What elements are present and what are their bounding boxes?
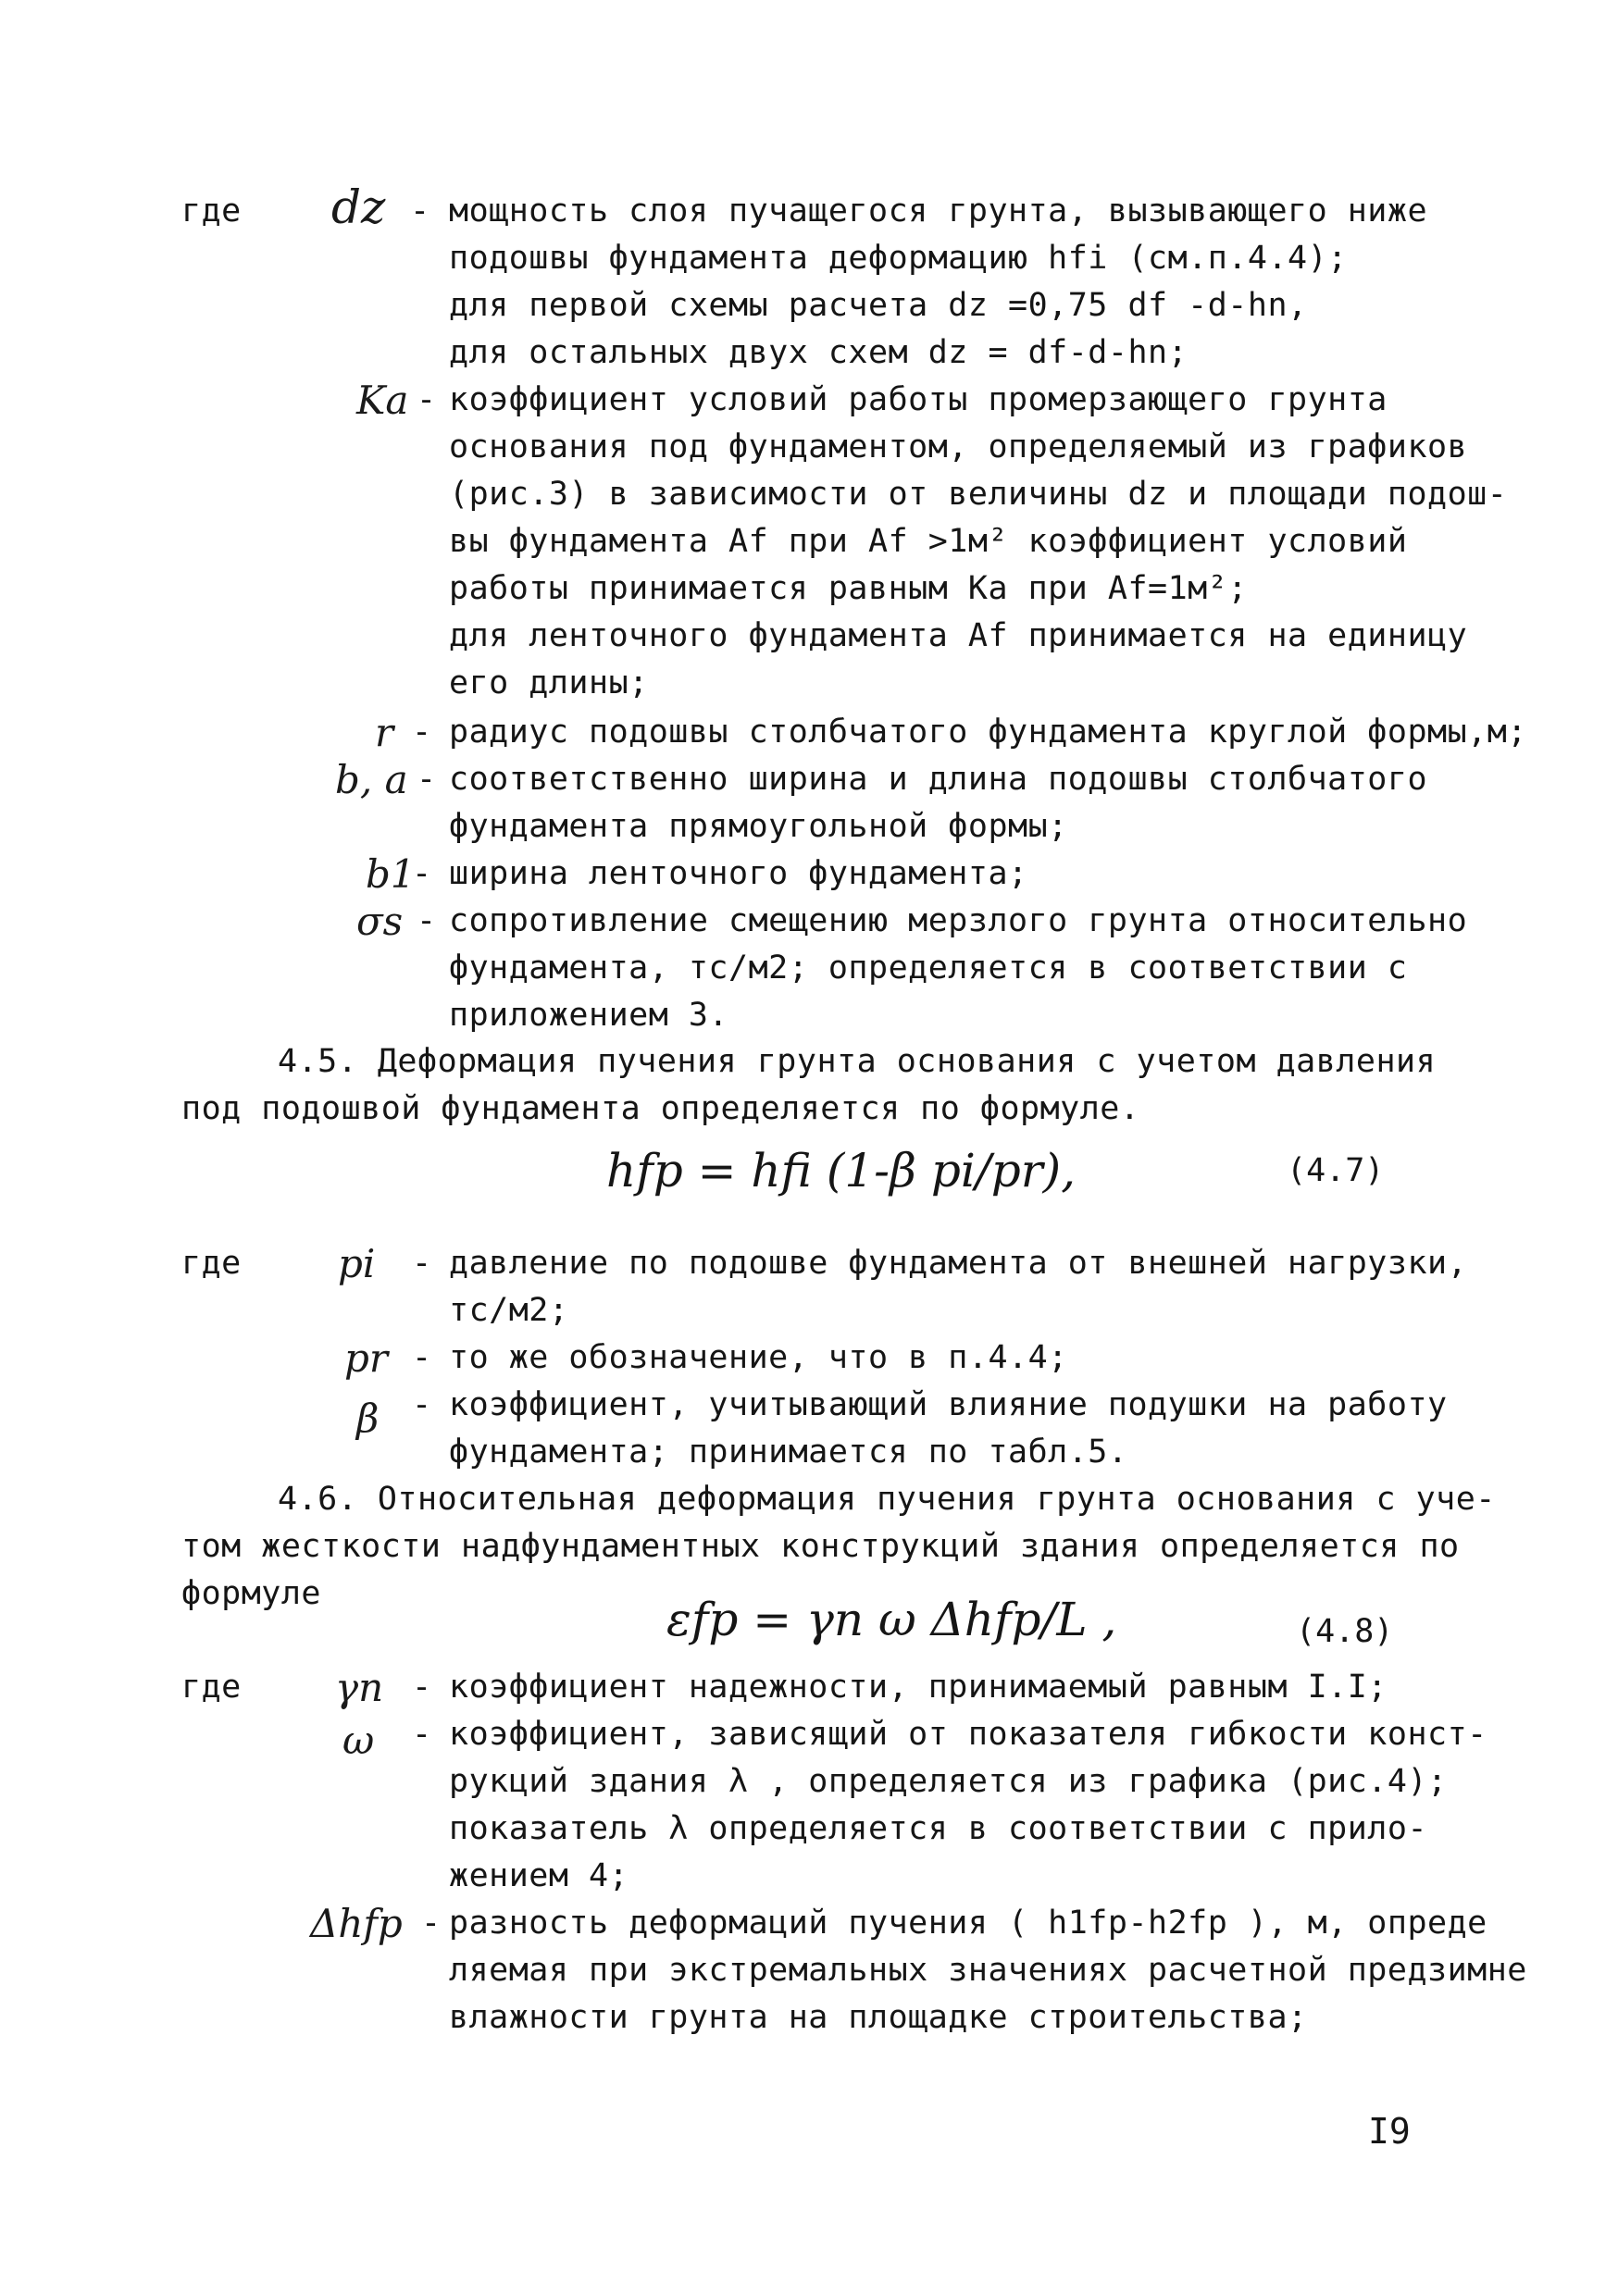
ba-line-1: соответственно ширина и длина подошвы столбчатого xyxy=(449,761,1428,798)
symbol-pi: pi xyxy=(338,1241,376,1286)
dash: - xyxy=(412,855,432,892)
r-line-1: радиус подошвы столбчатого фундамента круглой формы,м; xyxy=(449,714,1527,751)
symbol-omega: ω xyxy=(342,1718,375,1763)
sigma-line-2: фундамента, тс/м2; определяется в соответствии с xyxy=(449,949,1408,987)
dz-line-4: для остальных двух схем dz = df-d-hn; xyxy=(449,334,1189,371)
sec46-paragraph-line-2: том жесткости надфундаментных конструкций здания определяется по xyxy=(181,1528,1460,1565)
formula-4-8: εfp = γn ω Δhfp/L , xyxy=(666,1593,1117,1646)
sec46-paragraph-line-3: формуле xyxy=(181,1575,322,1612)
formula-number-4-8: (4.8) xyxy=(1296,1613,1394,1650)
omega-line-4: жением 4; xyxy=(449,1857,629,1894)
sigma-line-1: сопротивление смещению мерзлого грунта относительно xyxy=(449,902,1468,939)
dash: - xyxy=(412,1245,432,1282)
sec45-paragraph-line-2: под подошвой фундамента определяется по формуле. xyxy=(181,1090,1140,1127)
symbol-pr: pr xyxy=(344,1335,388,1381)
ka-line-6: для ленточного фундамента Af принимается на единицу xyxy=(449,617,1468,654)
gamma-line-1: коэффициент надежности, принимаемый равным I.I; xyxy=(449,1669,1388,1706)
omega-line-3: показатель λ определяется в соответствии с прило- xyxy=(449,1810,1428,1847)
dz-line-3: для первой схемы расчета dz =0,75 df -d-hn, xyxy=(449,287,1308,324)
symbol-delta-hfp: Δhfp xyxy=(310,1901,403,1946)
where-label-3: где xyxy=(181,1669,242,1706)
ka-line-1: коэффициент условий работы промерзающего грунта xyxy=(449,381,1388,418)
dash: - xyxy=(412,1716,432,1753)
omega-line-2: рукций здания λ , определяется из графика (рис.4); xyxy=(449,1763,1448,1800)
dash: - xyxy=(417,902,437,939)
dash: - xyxy=(412,1386,432,1423)
sec45-paragraph-line-1: 4.5. Деформация пучения грунта основания с учетом давления xyxy=(278,1043,1437,1080)
page-number: I9 xyxy=(1368,2111,1411,2152)
ka-line-2: основания под фундаментом, определяемый из графиков xyxy=(449,428,1468,465)
ka-line-3: (рис.3) в зависимости от величины dz и площади подош- xyxy=(449,476,1508,513)
symbol-dz: dz xyxy=(331,180,386,234)
dash: - xyxy=(412,714,432,751)
ka-line-7: его длины; xyxy=(449,664,649,701)
dh-line-2: ляемая при экстремальных значениях расчетной предзимне xyxy=(449,1952,1527,1989)
dash: - xyxy=(412,1339,432,1376)
pr-line-1: то же обозначение, что в п.4.4; xyxy=(449,1339,1068,1376)
symbol-ka: Ka xyxy=(356,378,409,423)
sec46-paragraph-line-1: 4.6. Относительная деформация пучения грунта основания с уче- xyxy=(278,1481,1496,1518)
pi-line-1: давление по подошве фундамента от внешней нагрузки, xyxy=(449,1245,1468,1282)
b1-line-1: ширина ленточного фундамента; xyxy=(449,855,1028,892)
symbol-sigma-s: σs xyxy=(356,899,404,944)
dash: - xyxy=(421,1905,442,1942)
dz-line-1: мощность слоя пучащегося грунта, вызывающего ниже xyxy=(449,192,1428,230)
symbol-gamma-n: γn xyxy=(335,1665,384,1710)
pi-line-2: тс/м2; xyxy=(449,1292,569,1329)
where-label-2: где xyxy=(181,1245,242,1282)
formula-4-7: hfp = hfi (1-β pi/pr), xyxy=(606,1144,1077,1198)
dz-line-2: подошвы фундамента деформацию hfi (см.п.4.4); xyxy=(449,240,1348,277)
dash: - xyxy=(417,761,437,798)
dh-line-3: влажности грунта на площадке строительства; xyxy=(449,1999,1308,2036)
symbol-beta: β xyxy=(356,1396,380,1441)
dash: - xyxy=(417,381,437,418)
ka-line-4: вы фундамента Af при Af >1м² коэффициент условий xyxy=(449,523,1408,560)
dh-line-1: разность деформаций пучения ( h1fp-h2fp ), м, опреде xyxy=(449,1905,1487,1942)
beta-line-2: фундамента; принимается по табл.5. xyxy=(449,1433,1128,1471)
dash: - xyxy=(412,1669,432,1706)
omega-line-1: коэффициент, зависящий от показателя гибкости конст- xyxy=(449,1716,1487,1753)
symbol-b1: b1 xyxy=(366,851,416,897)
dash: - xyxy=(410,192,430,230)
ba-line-2: фундамента прямоугольной формы; xyxy=(449,808,1068,845)
symbol-b-a: b, a xyxy=(335,757,408,802)
where-label-1: где xyxy=(181,192,242,230)
symbol-r: r xyxy=(375,710,394,755)
ka-line-5: работы принимается равным Ka при Af=1м²; xyxy=(449,570,1248,607)
formula-number-4-7: (4.7) xyxy=(1287,1152,1385,1189)
beta-line-1: коэффициент, учитывающий влияние подушки на работу xyxy=(449,1386,1448,1423)
sigma-line-3: приложением 3. xyxy=(449,997,729,1034)
